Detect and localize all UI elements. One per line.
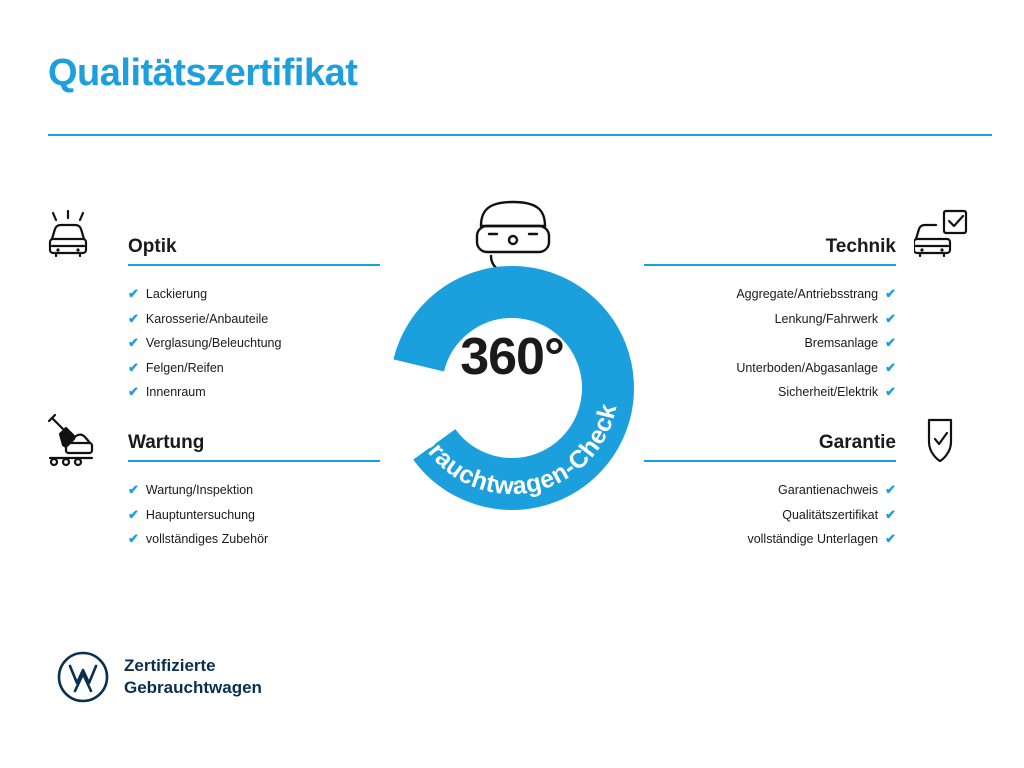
check-icon: ✔ — [128, 286, 139, 301]
section-divider — [644, 264, 896, 266]
list-item-label: Unterboden/Abgasanlage — [736, 360, 879, 375]
check-icon: ✔ — [885, 335, 896, 350]
car-lift-icon — [46, 412, 112, 472]
list-item-label: vollständiges Zubehör — [145, 532, 269, 546]
section-heading: Wartung — [128, 432, 205, 453]
list-item — [128, 503, 428, 528]
car-front-shine-icon — [46, 208, 112, 268]
check-icon: ✔ — [885, 310, 896, 326]
section-heading: Technik — [825, 236, 896, 257]
check-icon: ✔ — [885, 531, 896, 546]
list-item-label: Bremsanlage — [804, 336, 879, 350]
footer-line-1: Zertifizierte — [124, 656, 216, 675]
list-item-label: vollständige Unterlagen — [747, 532, 879, 546]
check-icon: ✔ — [885, 506, 896, 522]
check-icon: ✔ — [128, 335, 139, 350]
list-item-label: Felgen/Reifen — [145, 360, 224, 375]
section-divider — [128, 264, 380, 266]
check-icon: ✔ — [885, 359, 896, 375]
check-icon: ✔ — [128, 482, 139, 497]
list-item-label: Qualitätszertifikat — [782, 507, 879, 522]
car-checklist-icon — [914, 208, 980, 268]
title-divider — [48, 134, 992, 136]
section-heading: Optik — [128, 236, 177, 257]
ring-label: Gebrauchtwagen-Check — [401, 400, 623, 501]
badge-value: 360° — [460, 328, 564, 386]
footer-brand — [56, 650, 262, 704]
list-item-label: Lackierung — [145, 287, 208, 301]
shield-check-icon — [920, 412, 986, 472]
list-item-label: Hauptuntersuchung — [145, 507, 256, 522]
list-item-label: Wartung/Inspektion — [145, 483, 254, 497]
progress-ring — [386, 262, 638, 514]
list-item — [596, 503, 896, 528]
list-item — [128, 527, 428, 552]
badge-360-check — [379, 196, 645, 501]
list-item-label: Garantienachweis — [778, 483, 879, 497]
check-icon: ✔ — [128, 359, 139, 375]
footer-line-2: Gebrauchtwagen — [124, 678, 262, 697]
section-heading: Garantie — [818, 432, 896, 453]
list-item-label: Verglasung/Beleuchtung — [145, 336, 282, 350]
list-item-label: Sicherheit/Elektrik — [778, 385, 879, 399]
footer-text — [124, 655, 262, 699]
list-item — [596, 527, 896, 552]
list-item-label: Innenraum — [145, 385, 206, 399]
check-icon: ✔ — [885, 286, 896, 301]
check-icon: ✔ — [885, 384, 896, 399]
check-icon: ✔ — [128, 506, 139, 522]
list-item-label: Lenkung/Fahrwerk — [774, 311, 879, 326]
list-item-label: Aggregate/Antriebsstrang — [736, 287, 879, 301]
section-divider — [644, 460, 896, 462]
page-title: Qualitätszertifikat — [48, 52, 358, 94]
check-icon: ✔ — [128, 531, 139, 546]
section-divider — [128, 460, 380, 462]
check-icon: ✔ — [128, 310, 139, 326]
list-item-label: Karosserie/Anbauteile — [145, 311, 269, 326]
check-icon: ✔ — [885, 482, 896, 497]
check-icon: ✔ — [128, 384, 139, 399]
vw-logo-icon — [56, 650, 110, 704]
